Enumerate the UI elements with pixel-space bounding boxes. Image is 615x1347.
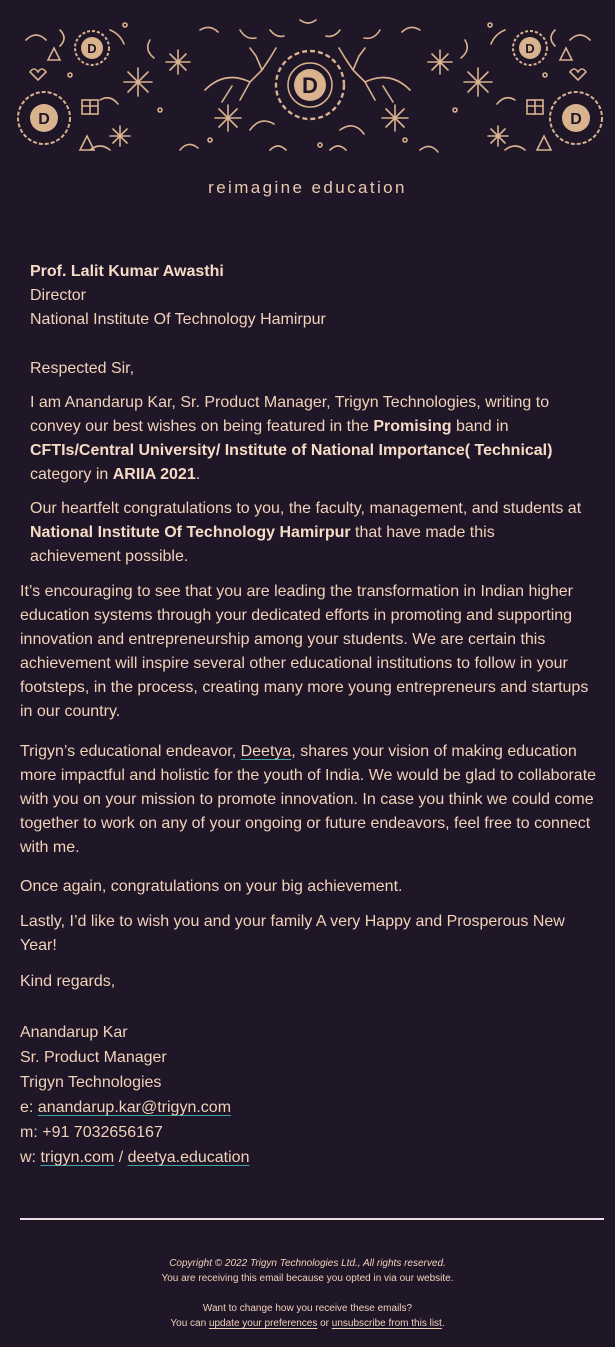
svg-text:D: D: [302, 73, 318, 98]
paragraph-new-year: Lastly, I’d like to wish you and your family A very Happy and Prosperous New Year!: [20, 913, 565, 954]
paragraph-intro: I am Anandarup Kar, Sr. Product Manager, Trigyn Technologies, writing to convey our best wishes on being featured in the Promising band in CFTIs/Central University/ Institute of National Importance( Technical) category in ARIIA 2021.: [30, 394, 553, 483]
svg-text:D: D: [38, 111, 50, 128]
recipient-name: Prof. Lalit Kumar Awasthi: [30, 263, 224, 280]
holiday-banner: [0, 0, 615, 170]
ranking-category: CFTIs/Central University/ Institute of National Importance( Technical): [30, 442, 553, 459]
preferences-line: You can update your preferences or unsubscribe from this list.: [170, 1318, 445, 1329]
deetya-education-link[interactable]: deetya.education: [127, 1149, 250, 1166]
logo-medallion-icon: [513, 31, 547, 65]
preferences-question: Want to change how you receive these emails?: [202, 1303, 413, 1314]
logo-medallion-icon: [550, 92, 602, 144]
paragraph-congratulations: Our heartfelt congratulations to you, the faculty, management, and students at National Institute Of Technology Hamirpur that have made this achievement possible.: [30, 500, 582, 565]
svg-text:D: D: [570, 111, 582, 128]
snowflake-icon: [166, 50, 190, 74]
deetya-link[interactable]: Deetya: [240, 743, 292, 760]
recipient-institute: National Institute Of Technology Hamirpur: [30, 311, 326, 328]
copyright-text: Copyright © 2022 Trigyn Technologies Ltd., All rights reserved.: [169, 1258, 446, 1269]
mobile-number: +91 7032656167: [42, 1124, 163, 1141]
opt-in-reason: You are receiving this email because you opted in via our website.: [161, 1273, 454, 1284]
logo-medallion-icon: [18, 92, 70, 144]
svg-text:D: D: [87, 41, 97, 56]
logo-medallion-icon: [75, 31, 109, 65]
salutation: Respected Sir,: [30, 360, 135, 377]
institute-name: National Institute Of Technology Hamirpur: [30, 524, 351, 541]
signature-title: Sr. Product Manager: [20, 1049, 167, 1066]
signature-email-line: e: anandarup.kar@trigyn.com: [20, 1099, 232, 1116]
footer: [0, 1256, 615, 1331]
recipient-title: Director: [30, 287, 87, 304]
logo-medallion-icon: [276, 51, 344, 119]
festive-ornament-pattern: [0, 0, 615, 170]
signature-company: Trigyn Technologies: [20, 1074, 162, 1091]
snowflake-icon: [215, 105, 241, 131]
snowflake-icon: [110, 126, 130, 146]
signature-mobile-line: m: +91 7032656167: [20, 1124, 163, 1141]
signature-name: Anandarup Kar: [20, 1024, 128, 1041]
paragraph-deetya: Trigyn’s educational endeavor, Deetya, shares your vision of making education more impactful and holistic for the youth of India. We would be glad to collaborate with you on your mission to promote innovation. In case you think we could come together to work on any of your ongoing or future endeavors, feel free to connect with me.: [20, 743, 597, 856]
reindeer-icon: [205, 48, 276, 102]
snowflake-icon: [124, 68, 152, 96]
unsubscribe-link[interactable]: unsubscribe from this list: [331, 1318, 442, 1329]
update-preferences-link[interactable]: update your preferences: [208, 1318, 318, 1329]
paragraph-encouragement: It’s encouraging to see that you are leading the transformation in Indian higher education systems through your dedicated efforts in promoting and supporting innovation and entrepreneurship among your students. We are certain this achievement will inspire several other educational institutions to follow in your footsteps, in the process, creating many more young entrepreneurs and startups in our country.: [20, 583, 589, 720]
snowflake-icon: [488, 126, 508, 146]
signature-web-line: w: trigyn.com / deetya.education: [20, 1149, 250, 1166]
reindeer-icon: [339, 48, 410, 102]
recipient-block: [30, 260, 590, 332]
snowflake-icon: [382, 105, 408, 131]
tagline: reimagine education: [208, 178, 407, 197]
footer-divider: [20, 1218, 604, 1220]
ranking-name: ARIIA 2021: [112, 466, 196, 483]
trigyn-link[interactable]: trigyn.com: [40, 1149, 115, 1166]
paragraph-once-again: Once again, congratulations on your big achievement.: [20, 878, 403, 895]
snowflake-icon: [428, 50, 452, 74]
snowflake-icon: [464, 68, 492, 96]
email-link[interactable]: anandarup.kar@trigyn.com: [37, 1099, 232, 1116]
svg-text:D: D: [525, 41, 535, 56]
band-name: Promising: [373, 418, 452, 435]
closing: Kind regards,: [20, 973, 116, 990]
signature-block: [20, 1020, 605, 1170]
